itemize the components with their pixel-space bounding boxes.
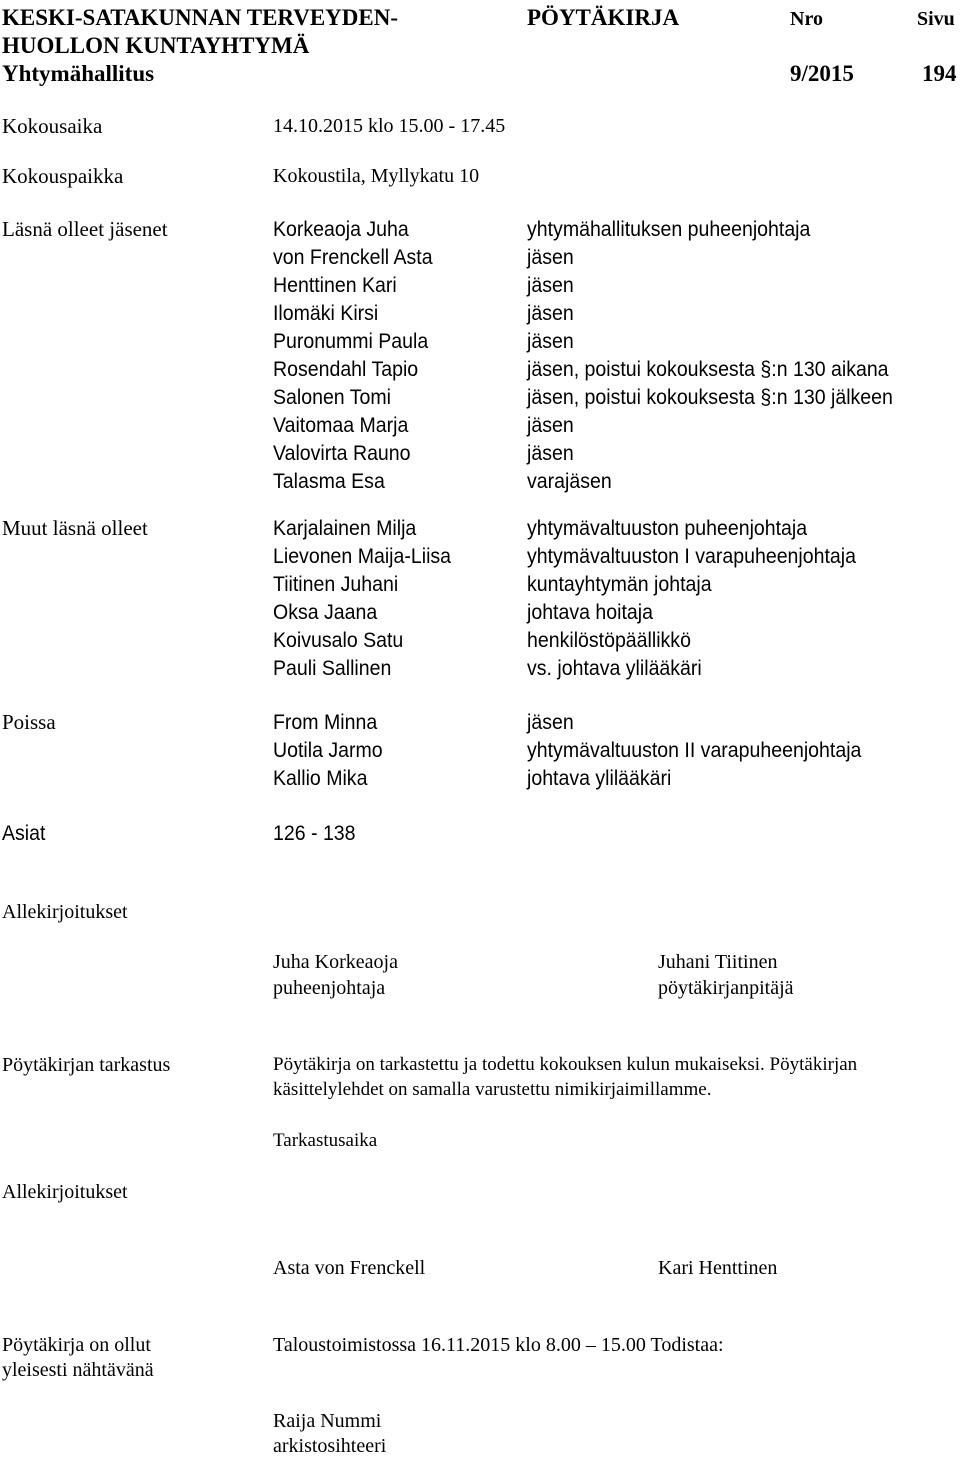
- member-role: varajäsen: [527, 470, 612, 493]
- member-name: Rosendahl Tapio: [273, 358, 419, 381]
- absent-label: Poissa: [2, 710, 56, 734]
- review-label: Pöytäkirjan tarkastus: [2, 1054, 171, 1076]
- signatures-label: Allekirjoitukset: [2, 901, 128, 923]
- review-text-line2: käsittelylehdet on samalla varustettu nimikirjaimillamme.: [273, 1079, 712, 1100]
- meeting-time-value: 14.10.2015 klo 15.00 - 17.45: [273, 115, 506, 137]
- attendee-name: Karjalainen Milja: [273, 517, 417, 540]
- reviewer-right-name: Kari Henttinen: [658, 1257, 778, 1279]
- absent-role: jäsen: [527, 711, 574, 734]
- nro-label: Nro: [790, 8, 823, 30]
- member-name: Salonen Tomi: [273, 386, 391, 409]
- meeting-place-label: Kokouspaikka: [2, 164, 124, 188]
- public-display-label-line1: Pöytäkirja on ollut: [2, 1334, 151, 1356]
- attendee-role: yhtymävaltuuston puheenjohtaja: [527, 517, 808, 540]
- attendee-role: kuntayhtymän johtaja: [527, 573, 712, 596]
- secretary-title: pöytäkirjanpitäjä: [658, 977, 794, 999]
- member-name: Valovirta Rauno: [273, 442, 411, 465]
- member-name: Puronummi Paula: [273, 330, 429, 353]
- items-value: 126 - 138: [273, 822, 356, 845]
- items-label: Asiat: [2, 822, 46, 845]
- absent-name: Uotila Jarmo: [273, 739, 383, 762]
- member-role: jäsen: [527, 414, 574, 437]
- member-name: Henttinen Kari: [273, 274, 397, 297]
- member-role: jäsen: [527, 302, 574, 325]
- member-name: Korkeaoja Juha: [273, 218, 409, 241]
- sivu-value: 194: [922, 61, 957, 86]
- certifier-name: Raija Nummi: [273, 1410, 382, 1432]
- member-name: Talasma Esa: [273, 470, 385, 493]
- member-name: Ilomäki Kirsi: [273, 302, 379, 325]
- certifier-title: arkistosihteeri: [273, 1435, 387, 1457]
- attendee-role: vs. johtava ylilääkäri: [527, 657, 702, 680]
- attendee-role: yhtymävaltuuston I varapuheenjohtaja: [527, 545, 856, 568]
- absent-name: From Minna: [273, 711, 378, 734]
- member-role: jäsen: [527, 442, 574, 465]
- review-time-label: Tarkastusaika: [273, 1130, 378, 1151]
- meeting-place-value: Kokoustila, Myllykatu 10: [273, 165, 480, 187]
- organization-name-line1: KESKI-SATAKUNNAN TERVEYDEN-: [2, 5, 398, 30]
- body-name: Yhtymähallitus: [2, 61, 155, 86]
- member-role: jäsen: [527, 246, 574, 269]
- public-display-text: Taloustoimistossa 16.11.2015 klo 8.00 – 15.00 Todistaa:: [273, 1334, 724, 1356]
- member-role: jäsen: [527, 274, 574, 297]
- member-role: jäsen, poistui kokouksesta §:n 130 aikana: [527, 358, 889, 381]
- review-signatures-label: Allekirjoitukset: [2, 1181, 128, 1203]
- member-role: yhtymähallituksen puheenjohtaja: [527, 218, 811, 241]
- attendee-role: henkilöstöpäällikkö: [527, 629, 691, 652]
- other-present-label: Muut läsnä olleet: [2, 516, 148, 540]
- public-display-label-line2: yleisesti nähtävänä: [2, 1359, 154, 1381]
- member-role: jäsen: [527, 330, 574, 353]
- attendee-name: Pauli Sallinen: [273, 657, 392, 680]
- present-members-label: Läsnä olleet jäsenet: [2, 217, 168, 241]
- attendee-name: Oksa Jaana: [273, 601, 378, 624]
- attendee-name: Lievonen Maija-Liisa: [273, 545, 452, 568]
- organization-name-line2: HUOLLON KUNTAYHTYMÄ: [2, 33, 310, 58]
- member-name: von Frenckell Asta: [273, 246, 433, 269]
- attendee-name: Tiitinen Juhani: [273, 573, 399, 596]
- chair-title: puheenjohtaja: [273, 977, 386, 999]
- sivu-label: Sivu: [917, 8, 955, 30]
- review-text-line1: Pöytäkirja on tarkastettu ja todettu kokouksen kulun mukaiseksi. Pöytäkirjan: [273, 1054, 858, 1075]
- secretary-name: Juhani Tiitinen: [658, 951, 778, 973]
- member-name: Vaitomaa Marja: [273, 414, 409, 437]
- absent-name: Kallio Mika: [273, 767, 368, 790]
- absent-role: johtava ylilääkäri: [527, 767, 672, 790]
- meeting-time-label: Kokousaika: [2, 114, 103, 138]
- member-role: jäsen, poistui kokouksesta §:n 130 jälkeen: [527, 386, 893, 409]
- absent-role: yhtymävaltuuston II varapuheenjohtaja: [527, 739, 862, 762]
- attendee-role: johtava hoitaja: [527, 601, 653, 624]
- reviewer-left-name: Asta von Frenckell: [273, 1257, 426, 1279]
- nro-value: 9/2015: [790, 61, 854, 86]
- attendee-name: Koivusalo Satu: [273, 629, 404, 652]
- chair-name: Juha Korkeaoja: [273, 951, 398, 973]
- document-type: PÖYTÄKIRJA: [527, 5, 680, 30]
